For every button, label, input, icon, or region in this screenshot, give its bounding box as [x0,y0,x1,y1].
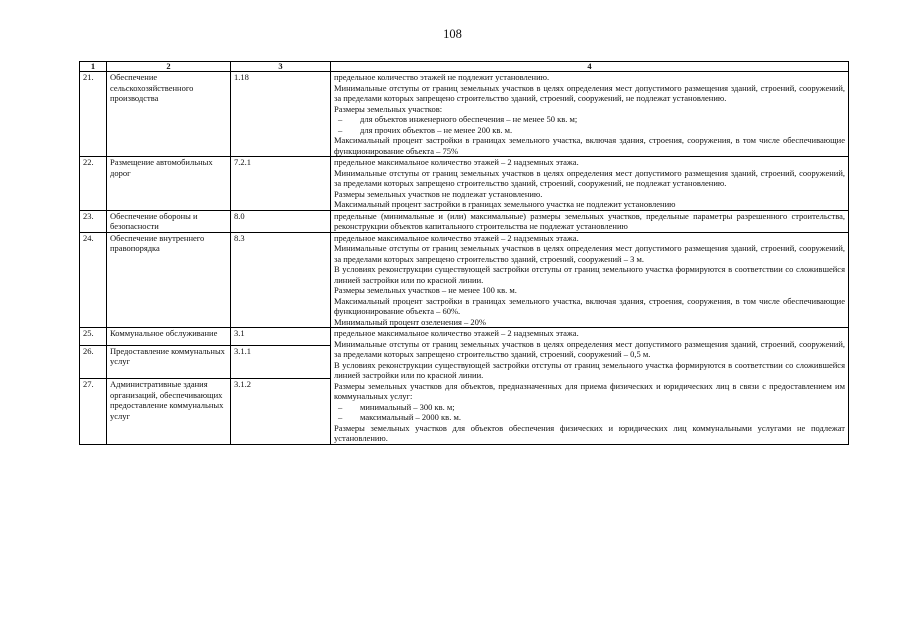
table-row [80,232,849,328]
column-header-1: 1 [80,62,107,72]
land-use-code: 1.18 [231,72,331,157]
table-row [80,157,849,211]
description-line: Минимальные отступы от границ земельных участков в целях определения мест допустимого размещения зданий, строений, сооружений, за пределами которых запрещено строительство зданий, строений, сооружений – 3 м. [334,243,845,264]
list-item-text: для прочих объектов – не менее 200 кв. м. [360,124,513,135]
description-line: Размеры земельных участков для объектов обеспечения физических и юридических лиц коммунальными услугами не подлежат установлению. [334,422,845,443]
parameters-description [331,328,849,445]
list-item-text: для объектов инженерного обеспечения – не менее 50 кв. м; [360,114,578,124]
description-line: Максимальный процент застройки в границах земельного участка, включая здания, строения, сооружения, в том числе обеспечивающие функционирование объекта – 75% [334,135,845,156]
description-line: Размеры земельных участков: [334,103,443,114]
row-number: 23. [80,210,107,232]
description-line: Минимальный процент озеленения – 20% [334,316,486,327]
row-number: 24. [80,232,107,328]
land-use-name: Предоставление коммунальных услуг [107,345,231,379]
parameters-description [331,72,849,157]
description-line: Минимальные отступы от границ земельных участков в целях определения мест допустимого размещения зданий, строений, сооружений, за пределами которых запрещено строительство зданий, строений, сооружений, не подлежат установлению. [334,82,845,103]
description-list-item [334,402,845,413]
land-use-name: Обеспечение обороны и безопасности [107,210,231,232]
column-header-2: 2 [107,62,231,72]
row-number: 22. [80,157,107,211]
description-line: Минимальные отступы от границ земельных участков в целях определения мест допустимого размещения зданий, строений, сооружений, за пределами которых запрещено строительство зданий, строений, сооружений – 0,5 м. [334,338,845,359]
land-use-name: Обеспечение сельскохозяйственного производства [107,72,231,157]
description-line: предельные (минимальные и (или) максимальные) размеры земельных участков, предельные параметры разрешенного строительства, реконструкции объектов капитального строительства не подлежат установлению [334,210,845,231]
land-use-name: Размещение автомобильных дорог [107,157,231,211]
row-number: 25. [80,328,107,346]
land-use-code: 3.1 [231,328,331,346]
column-header-4: 4 [331,62,849,72]
table-row [80,328,849,346]
parameters-description [331,232,849,328]
description-list-item [334,125,845,136]
description-line: предельное максимальное количество этажей – 2 надземных этажа. [334,328,579,338]
parameters-description [331,157,849,211]
description-line: Размеры земельных участков не подлежат установлению. [334,188,543,199]
land-use-code: 3.1.1 [231,345,331,379]
land-use-name: Административные здания организаций, обеспечивающих предоставление коммунальных услуг [107,379,231,445]
description-line: предельное максимальное количество этажей – 2 надземных этажа. [334,232,579,243]
land-use-code: 8.3 [231,232,331,328]
table-row [80,210,849,232]
description-line: Максимальный процент застройки в границах земельного участка не подлежит установлению [334,199,676,209]
row-number: 27. [80,379,107,445]
land-use-code: 8.0 [231,210,331,232]
description-line: предельное максимальное количество этажей – 2 надземных этажа. [334,157,579,167]
table-row [80,72,849,157]
list-dash: – [338,124,343,135]
description-line: В условиях реконструкции существующей застройки отступы от границ земельного участка формируются в соответствии со сложившейся линией застройки или по красной линии. [334,359,845,380]
description-line: Максимальный процент застройки в границах земельного участка, включая здания, строения, сооружения, в том числе обеспечивающие функционирование объекта – 60%. [334,295,845,316]
list-item-text: минимальный – 300 кв. м; [360,401,455,412]
land-use-code: 3.1.2 [231,379,331,445]
description-line: Размеры земельных участков – не менее 100 кв. м. [334,285,517,295]
row-number: 21. [80,72,107,157]
land-use-name: Обеспечение внутреннего правопорядка [107,232,231,328]
list-item-text: максимальный – 2000 кв. м. [360,412,461,422]
page-number: 108 [443,27,462,41]
list-dash: – [338,401,343,412]
zoning-parameters-table [79,61,849,445]
list-dash: – [338,114,343,124]
description-list-item [334,412,845,423]
parameters-description [331,210,849,232]
table-header-row [80,62,849,72]
column-header-3: 3 [231,62,331,72]
row-number: 26. [80,345,107,379]
description-line: Размеры земельных участков для объектов, предназначенных для приема физических и юридических лиц в связи с предоставлением им коммунальных услуг: [334,380,845,401]
table-body [80,72,849,445]
description-line: Минимальные отступы от границ земельных участков в целях определения мест допустимого размещения зданий, строений, сооружений, за пределами которых запрещено строительство зданий, строений, сооружений, не подлежат установлению. [334,167,845,188]
land-use-code: 7.2.1 [231,157,331,211]
land-use-name: Коммунальное обслуживание [107,328,231,346]
description-line: В условиях реконструкции существующей застройки отступы от границ земельного участка формируются в соответствии со сложившейся линией застройки или по красной линии. [334,264,845,285]
description-line: предельное количество этажей не подлежит установлению. [334,72,550,82]
description-list-item [334,114,845,125]
list-dash: – [338,412,343,422]
